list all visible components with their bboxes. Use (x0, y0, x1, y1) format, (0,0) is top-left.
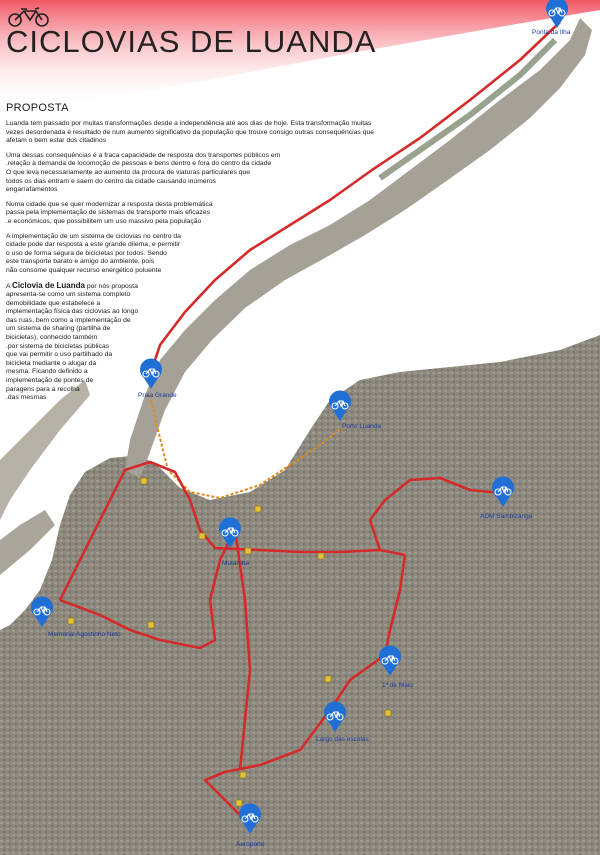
station-label: Porto Luanda (342, 423, 382, 430)
paragraph: Uma dessas consequências é a fraca capacidade de resposta dos transportes públicos em .relação à demanda de locomoção de pessoas e bens dentro e fora do centro da cidade O que leva necessariamente ao aumento da procura de viaturas particulares que todos os dias entram e saem do centro da cidade causando inúmeros engarrafamentos (6, 151, 281, 194)
mainland (0, 335, 600, 855)
paragraph: Luanda tem passado por muitas transformações desde a independência até aos dias de hoje. Esta transformação muitas vezes desordenada é resultado de num aumento significativo da população que trouxe consigo outras consequências que afetam o bem estar dos citadinos (6, 120, 375, 145)
station-label: 1º de Maio (382, 682, 413, 689)
header (0, 0, 600, 110)
paragraph: A implementação de um sistema de ciclovias no centro da cidade pode dar resposta a este grande dilema, e permitir o uso de forma segura de bicicletas por todos. Sendo este transporte barato e amigo do ambiente, pois não consome qualquer recurso energético poluente (6, 232, 181, 274)
proposal-text (6, 102, 376, 409)
page-title: CICLOVIAS DE LUANDA (6, 24, 377, 59)
paragraph: Numa cidade que se quer modernizar a resposta desta problemática passa pela implementação de sistemas de transporte mais eficazes .e económicos, que possibilitem um uso massivo pela população (6, 200, 213, 225)
paragraph-body: por nós proposta apresenta-se como um sistema completo demobilidade que estabelece a implementação física das ciclovias ao longo das ruas, bem como a implementação de um sistema de sharing (partilha de bicicletas), conhecido também .por sistema de bicicletas públicas que vai permitir o uso partilhado da bicicleta mediante o alugar da mesma. Ficando definido a implementação de pontes de paragens para a recolha .das mesmas (6, 282, 139, 402)
station-label: Praia Grande (138, 392, 177, 399)
paragraph-prefix: A (6, 282, 13, 290)
ciclovia-emphasis: Ciclovia de Luanda (12, 280, 85, 290)
section-heading: PROPOSTA (6, 102, 69, 114)
station-label: Ponta da Ilha (532, 29, 571, 36)
station-label: Memorial Agostinho Neto (48, 631, 121, 638)
station-label: Aeroporto (236, 841, 265, 848)
station-label: Largo das escolas (316, 736, 369, 743)
station-label: ADM Sambizanga (480, 513, 533, 520)
station-label: Mutamba (222, 560, 250, 567)
paragraph-ciclovia (6, 282, 181, 403)
